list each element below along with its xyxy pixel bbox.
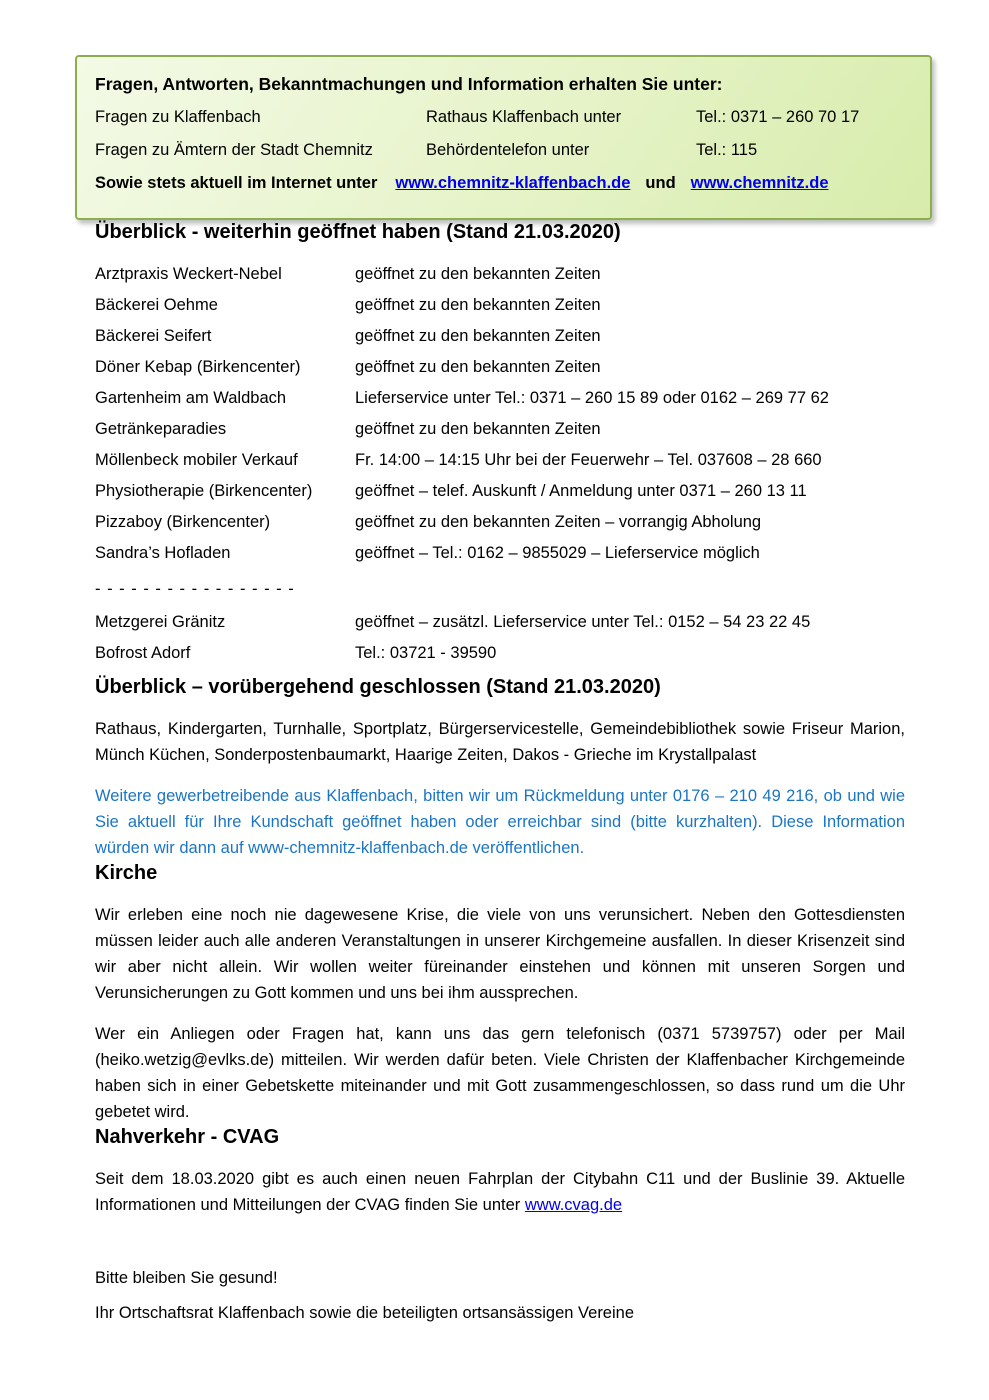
entry-status: geöffnet – telef. Auskunft / Anmeldung unter 0371 – 260 13 11 (355, 482, 807, 500)
entry-name: Döner Kebap (Birkencenter) (95, 358, 301, 376)
entry-status: geöffnet zu den bekannten Zeiten (355, 358, 601, 376)
entry-name: Getränkeparadies (95, 420, 227, 438)
info-box-title: Fragen, Antworten, Bekanntmachungen und Information erhalten Sie unter: (95, 74, 723, 94)
info-row-tel: Tel.: 115 (696, 141, 758, 159)
list-item (95, 544, 905, 562)
kirche-heading: Kirche (95, 862, 158, 884)
entry-status: geöffnet – Tel.: 0162 – 9855029 – Lieferservice möglich (355, 544, 760, 562)
list-item (95, 389, 905, 407)
nahverkehr-heading: Nahverkehr - CVAG (95, 1126, 280, 1148)
entry-status: Fr. 14:00 – 14:15 Uhr bei der Feuerwehr – Tel. 037608 – 28 660 (355, 451, 822, 469)
info-row-via: Behördentelefon unter (426, 141, 590, 159)
internet-prefix-label: Sowie stets aktuell im Internet unter (95, 174, 378, 192)
stay-healthy-line: Bitte bleiben Sie gesund! (95, 1269, 278, 1287)
entry-status: geöffnet zu den bekannten Zeiten (355, 420, 601, 438)
info-row-tel: Tel.: 0371 – 260 70 17 (696, 108, 860, 126)
open-entries-list (95, 265, 905, 662)
entry-name: Möllenbeck mobiler Verkauf (95, 451, 298, 469)
dashed-divider: - - - - - - - - - - - - - - - - - (95, 580, 295, 598)
list-item (95, 358, 905, 376)
entry-name: Pizzaboy (Birkencenter) (95, 513, 271, 531)
list-item (95, 265, 905, 283)
info-box-row-chemnitz (95, 141, 912, 160)
entry-name: Physiotherapie (Birkencenter) (95, 482, 313, 500)
signature-line: Ihr Ortschaftsrat Klaffenbach sowie die beteiligten ortsansässigen Vereine (95, 1304, 635, 1322)
nahverkehr-text: Seit dem 18.03.2020 gibt es auch einen neuen Fahrplan der Citybahn C11 und der Buslinie 39. Aktuelle Informationen und Mitteilungen der CVAG finden Sie unter (95, 1170, 905, 1214)
entry-status: Tel.: 03721 - 39590 (355, 644, 497, 662)
list-item (95, 613, 905, 631)
info-box (75, 55, 932, 220)
entry-status: geöffnet zu den bekannten Zeiten (355, 265, 601, 283)
nahverkehr-paragraph (95, 1166, 905, 1218)
entry-status: geöffnet zu den bekannten Zeiten (355, 327, 601, 345)
info-row-label: Fragen zu Ämtern der Stadt Chemnitz (95, 141, 373, 159)
list-item (95, 420, 905, 438)
document-content (95, 220, 905, 1323)
list-item (95, 327, 905, 345)
feedback-notice-paragraph: Weitere gewerbetreibende aus Klaffenbach, bitten wir um Rückmeldung unter 0176 – 210 49 216, ob und wie Sie aktuell für Ihre Kundschaft geöffnet haben oder erreichbar sind (bitte kurzhalten). Diese Information würden wir dann auf www-chemnitz-klaffenbach.de veröffentlichen. (95, 787, 905, 857)
list-item (95, 482, 905, 500)
entry-status: geöffnet zu den bekannten Zeiten – vorrangig Abholung (355, 513, 762, 531)
list-item (95, 451, 905, 469)
kirche-paragraph-1: Wir erleben eine noch nie dagewesene Krise, die viele von uns verunsichert. Neben den Gottesdiensten müssen leider auch alle anderen Veranstaltungen in unserer Kirchgemeine ausfallen. In dieser Krisenzeit sind wir aber nicht allein. Wir wollen weiter füreinander einstehen und können mit unseren Sorgen und Verunsicherungen zu Gott kommen und uns bei ihm aussprechen. (95, 906, 905, 1002)
conjunction-label: und (645, 174, 676, 192)
entry-status: geöffnet – zusätzl. Lieferservice unter Tel.: 0152 – 54 23 22 45 (355, 613, 811, 631)
entry-name: Bofrost Adorf (95, 644, 191, 662)
entry-name: Sandra’s Hofladen (95, 544, 231, 562)
closed-section-heading: Überblick – vorübergehend geschlossen (Stand 21.03.2020) (95, 676, 661, 698)
info-box-internet-row (95, 174, 912, 193)
entry-name: Arztpraxis Weckert-Nebel (95, 265, 282, 283)
chemnitz-link[interactable]: www.chemnitz.de (690, 174, 829, 192)
list-item (95, 513, 905, 531)
entry-name: Gartenheim am Waldbach (95, 389, 287, 407)
entry-name: Metzgerei Gränitz (95, 613, 226, 631)
info-row-via: Rathaus Klaffenbach unter (426, 108, 622, 126)
list-item (95, 296, 905, 314)
info-box-row-klaffenbach (95, 108, 912, 127)
entry-status: Lieferservice unter Tel.: 0371 – 260 15 89 oder 0162 – 269 77 62 (355, 389, 829, 407)
closed-list-paragraph: Rathaus, Kindergarten, Turnhalle, Sportplatz, Bürgerservicestelle, Gemeindebibliothek sowie Friseur Marion, Münch Küchen, Sonderpostenbaumarkt, Haarige Zeiten, Dakos - Grieche im Krystallpalast (95, 720, 905, 764)
open-section-heading: Überblick - weiterhin geöffnet haben (Stand 21.03.2020) (95, 221, 621, 243)
cvag-link[interactable]: www.cvag.de (524, 1196, 623, 1214)
entry-name: Bäckerei Oehme (95, 296, 218, 314)
entry-name: Bäckerei Seifert (95, 327, 212, 345)
list-item (95, 644, 905, 662)
info-row-label: Fragen zu Klaffenbach (95, 108, 261, 126)
kirche-paragraph-2: Wer ein Anliegen oder Fragen hat, kann uns das gern telefonisch (0371 5739757) oder per Mail (heiko.wetzig@evlks.de) mitteilen. Wir werden dafür beten. Viele Christen der Klaffenbacher Kirchgemeinde haben sich in einer Gebetskette miteinander und mit Gott zusammengeschlossen, so dass rund um die Uhr gebetet wird. (95, 1025, 905, 1121)
chemnitz-klaffenbach-link[interactable]: www.chemnitz-klaffenbach.de (395, 174, 631, 192)
entry-status: geöffnet zu den bekannten Zeiten (355, 296, 601, 314)
